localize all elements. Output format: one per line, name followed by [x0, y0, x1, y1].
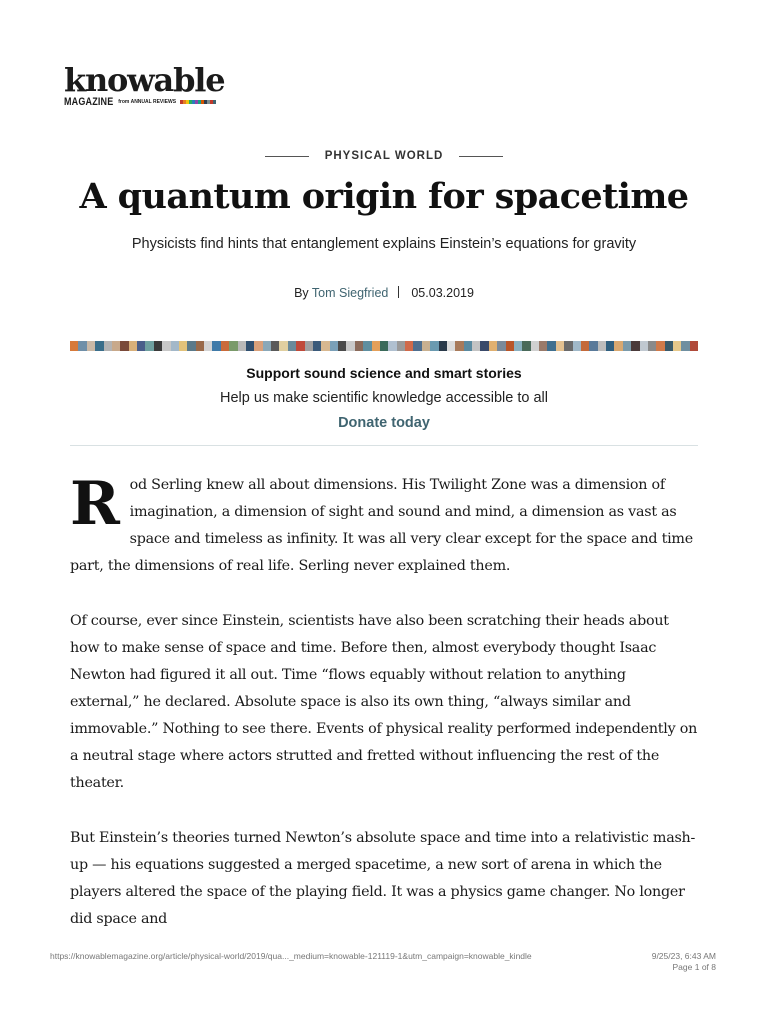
support-box	[0, 364, 768, 432]
color-swatch	[321, 341, 329, 351]
kicker-row	[0, 148, 768, 164]
color-swatch	[656, 341, 664, 351]
color-swatch	[497, 341, 505, 351]
color-swatch	[238, 341, 246, 351]
color-swatch	[355, 341, 363, 351]
color-swatch	[623, 341, 631, 351]
support-text: Help us make scientific knowledge accessible to all	[219, 390, 549, 406]
color-swatch	[204, 341, 212, 351]
color-swatch	[229, 341, 237, 351]
color-swatch	[614, 341, 622, 351]
color-swatch	[372, 341, 380, 351]
color-swatch	[145, 341, 153, 351]
color-swatch	[162, 341, 170, 351]
site-logo[interactable]	[64, 61, 225, 108]
color-swatch	[338, 341, 346, 351]
decorative-color-strip	[70, 341, 698, 351]
print-footer-meta	[652, 951, 716, 973]
article-body	[70, 469, 698, 961]
color-swatch	[681, 341, 689, 351]
print-footer-url: https://knowablemagazine.org/article/physical-world/2019/qua..._medium=knowable-121119-1&utm_campaign=knowable_kindle	[50, 951, 532, 961]
color-swatch	[112, 341, 120, 351]
paragraph-3: But Einstein’s theories turned Newton’s absolute space and time into a relativistic mash-up — his equations suggested a merged spacetime, a new sort of arena in which the players altered the space of the playing field. It was a physics game changer. No longer did space and	[70, 830, 696, 927]
color-swatch	[129, 341, 137, 351]
divider	[70, 445, 698, 446]
color-swatch	[489, 341, 497, 351]
logo-from-annual-reviews: from ANNUAL REVIEWS	[118, 99, 177, 105]
logo-wordmark: knowable	[64, 61, 225, 99]
color-swatch	[246, 341, 254, 351]
color-swatch	[522, 341, 530, 351]
color-swatch	[447, 341, 455, 351]
kicker-line-right	[459, 156, 503, 157]
color-swatch	[564, 341, 572, 351]
color-swatch	[171, 341, 179, 351]
paragraph-2: Of course, ever since Einstein, scientists have also been scratching their heads about how to make sense of space and time. Before then, almost everybody thought Isaac Newton had figured it all out. Time “flows equably without relation to anything external,” he declared. Absolute space is also its own thing, “always similar and immovable.” Nothing to see there. Events of physical reality performed independently on a neutral stage where actors strutted and fretted without influencing the rest of the theater.	[70, 613, 698, 791]
color-swatch	[313, 341, 321, 351]
color-swatch	[464, 341, 472, 351]
color-swatch	[472, 341, 480, 351]
color-swatch	[405, 341, 413, 351]
logo-magazine: MAGAZINE	[64, 96, 114, 108]
color-swatch	[288, 341, 296, 351]
article-title: A quantum origin for spacetime	[79, 176, 689, 217]
color-swatch	[648, 341, 656, 351]
color-swatch	[531, 341, 539, 351]
drop-cap: R	[70, 469, 120, 539]
color-swatch	[271, 341, 279, 351]
color-swatch	[673, 341, 681, 351]
print-datetime: 9/25/23, 6:43 AM	[651, 951, 716, 961]
color-swatch	[430, 341, 438, 351]
color-swatch	[137, 341, 145, 351]
color-swatch	[665, 341, 673, 351]
color-swatch	[120, 341, 128, 351]
color-swatch	[480, 341, 488, 351]
color-swatch	[154, 341, 162, 351]
color-swatch	[581, 341, 589, 351]
color-swatch	[212, 341, 220, 351]
paragraph-1-text: od Serling knew all about dimensions. His Twilight Zone was a dimension of imagination, a dimension of sight and sound and mind, a dimension as vast as space and timeless as infinity. It was all very clear except for the space and time part, the dimensions of real life. Serling never explained them.	[70, 477, 693, 574]
logo-swatch	[213, 100, 216, 104]
color-swatch	[397, 341, 405, 351]
color-swatch	[70, 341, 78, 351]
color-swatch	[380, 341, 388, 351]
color-swatch	[95, 341, 103, 351]
color-swatch	[573, 341, 581, 351]
color-swatch	[196, 341, 204, 351]
color-swatch	[640, 341, 648, 351]
color-swatch	[346, 341, 354, 351]
color-swatch	[221, 341, 229, 351]
author-link[interactable]: Tom Siegfried	[311, 286, 389, 300]
color-swatch	[547, 341, 555, 351]
color-swatch	[690, 341, 698, 351]
color-swatch	[514, 341, 522, 351]
color-swatch	[87, 341, 95, 351]
color-swatch	[263, 341, 271, 351]
color-swatch	[78, 341, 86, 351]
logo-color-strip	[180, 100, 216, 104]
color-swatch	[589, 341, 597, 351]
color-swatch	[296, 341, 304, 351]
page-number: Page 1 of 8	[672, 962, 716, 972]
color-swatch	[455, 341, 463, 351]
color-swatch	[305, 341, 313, 351]
color-swatch	[631, 341, 639, 351]
color-swatch	[254, 341, 262, 351]
support-title: Support sound science and smart stories	[246, 365, 522, 381]
section-kicker[interactable]: PHYSICAL WORLD	[324, 150, 444, 162]
color-swatch	[439, 341, 447, 351]
paragraph-1	[70, 469, 698, 580]
color-swatch	[330, 341, 338, 351]
color-swatch	[413, 341, 421, 351]
color-swatch	[104, 341, 112, 351]
color-swatch	[539, 341, 547, 351]
color-swatch	[598, 341, 606, 351]
color-swatch	[388, 341, 396, 351]
color-swatch	[187, 341, 195, 351]
color-swatch	[606, 341, 614, 351]
color-swatch	[506, 341, 514, 351]
color-swatch	[179, 341, 187, 351]
byline-prefix: By	[294, 286, 309, 300]
color-swatch	[363, 341, 371, 351]
color-swatch	[556, 341, 564, 351]
byline	[0, 285, 768, 301]
color-swatch	[279, 341, 287, 351]
donate-link[interactable]: Donate today	[338, 415, 430, 431]
byline-separator	[398, 286, 399, 298]
article-dek: Physicists find hints that entanglement explains Einstein’s equations for gravity	[131, 236, 637, 252]
kicker-line-left	[265, 156, 309, 157]
publish-date: 05.03.2019	[411, 286, 474, 300]
color-swatch	[422, 341, 430, 351]
